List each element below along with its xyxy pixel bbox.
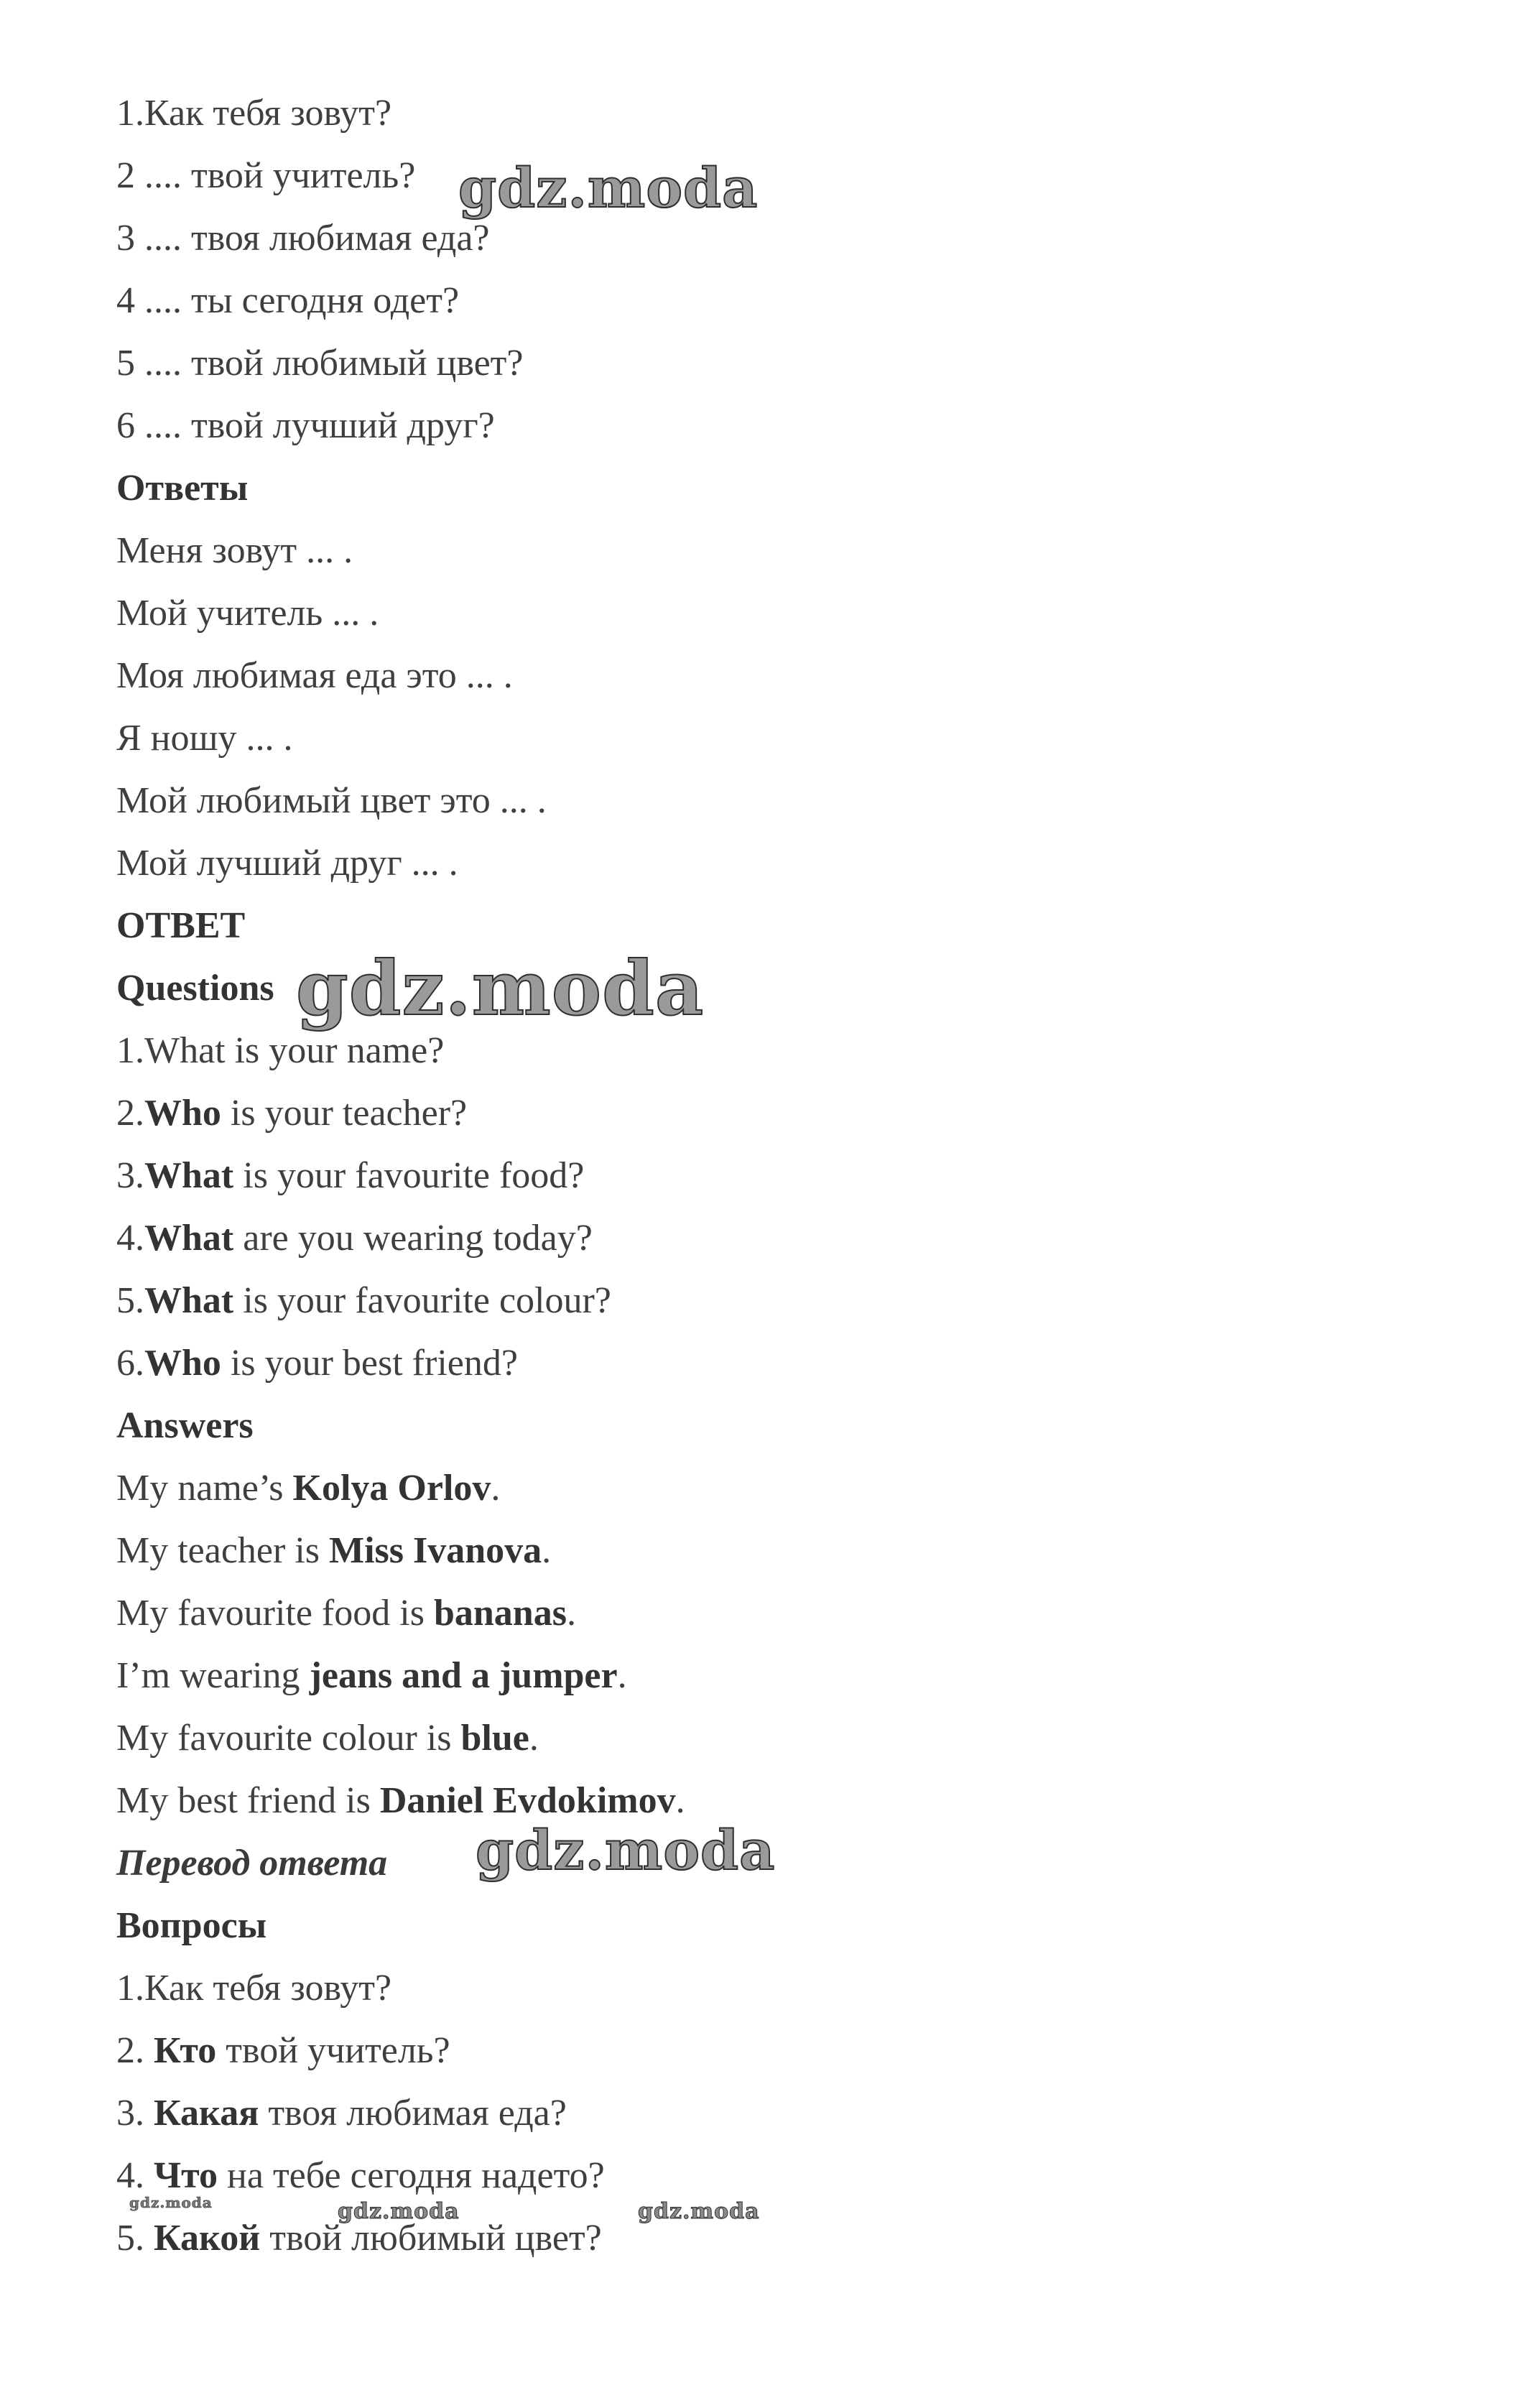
en-answer-1-value: Kolya Orlov	[292, 1468, 491, 1509]
en-question-2-wh-word: Who	[144, 1093, 221, 1134]
en-question-5-rest: is your favourite colour?	[233, 1280, 611, 1321]
watermark-small-center: gdz.moda	[338, 2199, 460, 2224]
en-answer-2	[116, 1528, 551, 1574]
en-answer-6-post: .	[675, 1780, 685, 1821]
en-question-3	[116, 1153, 584, 1199]
ru-question-5: 5 .... твой любимый цвет?	[116, 343, 524, 384]
en-question-5	[116, 1278, 611, 1324]
translation-question-4-number: 4.	[116, 2155, 154, 2196]
ru-answer-3: Моя любимая еда это ... .	[116, 655, 513, 696]
translation-question-3-number: 3.	[116, 2093, 154, 2134]
en-question-3-rest: is your favourite food?	[233, 1155, 585, 1196]
en-question-4-number: 4.	[116, 1218, 144, 1259]
translation-question-3	[116, 2090, 567, 2136]
en-answer-1-post: .	[491, 1468, 501, 1509]
en-answer-6-pre: My best friend is	[116, 1780, 380, 1821]
translation-question-5-wh-word: Какой	[154, 2218, 261, 2259]
en-answer-4-pre: I’m wearing	[116, 1655, 310, 1696]
ru-answer-2: Мой учитель ... .	[116, 593, 379, 634]
translation-heading: Перевод ответа	[116, 1843, 388, 1884]
en-question-2	[116, 1090, 467, 1136]
en-answer-5-pre: My favourite colour is	[116, 1718, 461, 1759]
translation-question-4-rest: на тебе сегодня надето?	[218, 2155, 605, 2196]
en-question-6-number: 6.	[116, 1343, 144, 1384]
en-question-4	[116, 1215, 593, 1261]
en-answer-4-value: jeans and a jumper	[309, 1655, 618, 1696]
en-question-5-wh-word: What	[144, 1280, 234, 1321]
en-answer-3-post: .	[566, 1593, 576, 1634]
ru-answer-5: Мой любимый цвет это ... .	[116, 780, 547, 821]
translation-question-5-rest: твой любимый цвет?	[260, 2218, 602, 2259]
en-question-3-number: 3.	[116, 1155, 144, 1196]
watermark-main: gdz.moda	[458, 156, 759, 220]
translation-question-2	[116, 2028, 450, 2074]
ru-question-1: 1.Как тебя зовут?	[116, 93, 392, 134]
watermark-mid: gdz.moda	[476, 1818, 776, 1882]
translation-question-2-rest: твой учитель?	[216, 2030, 450, 2071]
en-answer-3-pre: My favourite food is	[116, 1593, 434, 1634]
translation-question-1: 1.Как тебя зовут?	[116, 1968, 392, 2009]
en-question-6-wh-word: Who	[144, 1343, 221, 1384]
en-answer-1-pre: My name’s	[116, 1468, 293, 1509]
en-question-2-number: 2.	[116, 1093, 144, 1134]
en-answer-4	[116, 1653, 627, 1699]
en-answer-2-post: .	[542, 1530, 552, 1571]
en-question-6	[116, 1340, 518, 1386]
en-question-4-rest: are you wearing today?	[233, 1218, 593, 1259]
translation-question-4	[116, 2153, 605, 2199]
en-answer-2-value: Miss Ivanova	[329, 1530, 542, 1571]
en-answer-5	[116, 1715, 539, 1761]
en-question-5-number: 5.	[116, 1280, 144, 1321]
en-answer-4-post: .	[617, 1655, 627, 1696]
watermark-small-right: gdz.moda	[638, 2199, 760, 2224]
ru-question-4: 4 .... ты сегодня одет?	[116, 280, 460, 321]
en-answers-heading: Answers	[116, 1405, 254, 1446]
translation-question-2-number: 2.	[116, 2030, 154, 2071]
en-answer-2-pre: My teacher is	[116, 1530, 330, 1571]
ru-question-6: 6 .... твой лучший друг?	[116, 405, 495, 446]
en-question-6-rest: is your best friend?	[221, 1343, 518, 1384]
translation-question-4-wh-word: Что	[154, 2155, 218, 2196]
en-question-3-wh-word: What	[144, 1155, 234, 1196]
en-question-1: 1.What is your name?	[116, 1030, 445, 1071]
ru-answer-6: Мой лучший друг ... .	[116, 843, 458, 884]
en-answer-5-value: blue	[460, 1718, 529, 1759]
en-answer-6	[116, 1778, 685, 1824]
translation-question-2-wh-word: Кто	[154, 2030, 217, 2071]
watermark-small-left: gdz.moda	[129, 2194, 213, 2211]
ru-answers-heading: Ответы	[116, 468, 249, 509]
translation-question-5-number: 5.	[116, 2218, 154, 2259]
en-answer-6-value: Daniel Evdokimov	[379, 1780, 676, 1821]
translation-questions-heading: Вопросы	[116, 1905, 267, 1946]
translation-question-3-wh-word: Какая	[154, 2093, 259, 2134]
en-question-2-rest: is your teacher?	[221, 1093, 468, 1134]
en-answer-5-post: .	[529, 1718, 539, 1759]
en-answer-3	[116, 1590, 576, 1636]
en-questions-heading: Questions	[116, 968, 274, 1009]
translation-question-3-rest: твоя любимая еда?	[259, 2093, 567, 2134]
en-question-4-wh-word: What	[144, 1218, 234, 1259]
ru-answer-1: Меня зовут ... .	[116, 530, 353, 571]
en-answer-3-value: bananas	[433, 1593, 567, 1634]
en-answer-1	[116, 1465, 500, 1511]
watermark-large: gdz.moda	[296, 944, 705, 1032]
answer-heading: ОТВЕТ	[116, 905, 246, 946]
ru-question-3: 3 .... твоя любимая еда?	[116, 218, 490, 259]
ru-question-2: 2 .... твой учитель?	[116, 155, 416, 196]
ru-answer-4: Я ношу ... .	[116, 718, 293, 759]
